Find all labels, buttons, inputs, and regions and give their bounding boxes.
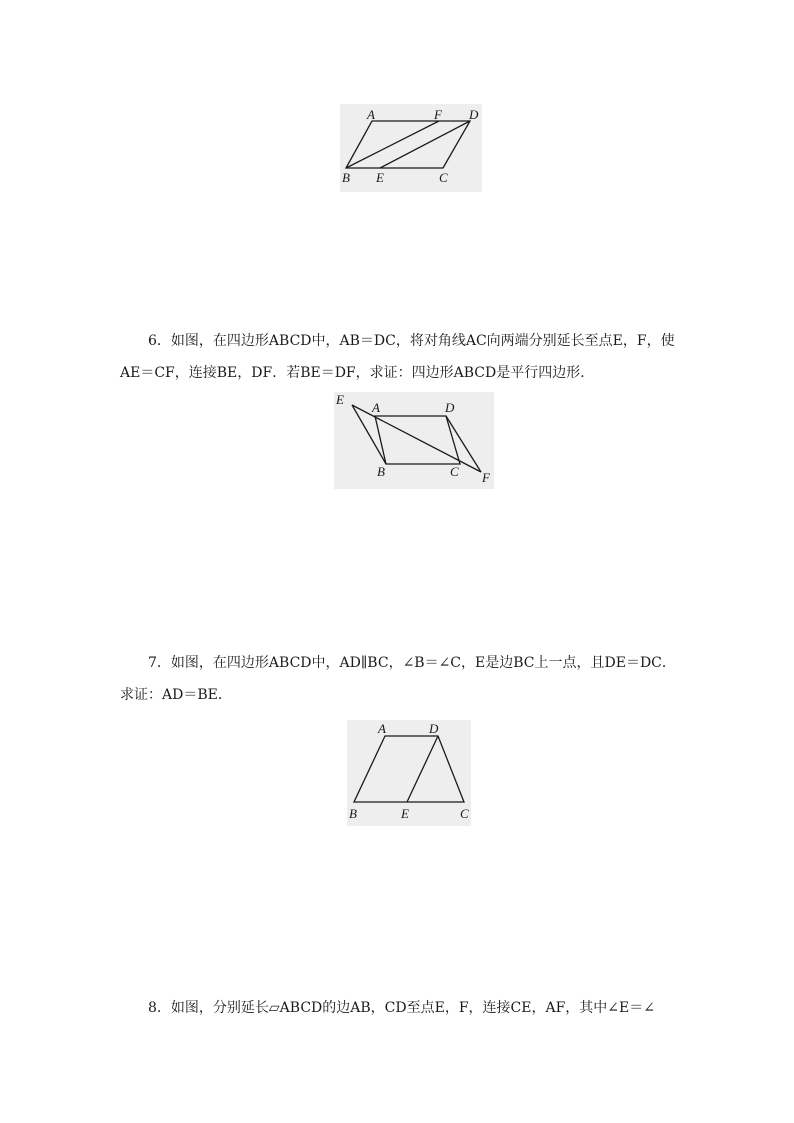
trapezoid-abcd (354, 736, 464, 802)
figure-6 (334, 392, 494, 489)
segment-de (407, 736, 438, 802)
label-f: F (434, 107, 442, 122)
label-b: B (377, 464, 385, 479)
label-d: D (429, 721, 439, 736)
label-c: C (450, 464, 459, 479)
problem-8-text: 8．如图，分别延长▱ABCD的边AB，CD至点E，F，连接CE，AF，其中∠E＝∠ (148, 1000, 655, 1016)
label-d: D (445, 400, 455, 415)
parallelogram-abcd (346, 121, 470, 168)
label-a: A (367, 107, 375, 122)
label-d: D (469, 107, 479, 122)
label-a: A (372, 400, 380, 415)
label-c: C (460, 806, 469, 821)
figure-7-diagram (347, 720, 471, 826)
problem-7-text: 7．如图，在四边形ABCD中，AD∥BC，∠B＝∠C，E是边BC上一点，且DE＝DC．求证：AD＝BE． (120, 655, 676, 703)
label-e: E (336, 392, 344, 407)
figure-5-diagram (340, 104, 482, 192)
problem-6-text: 6．如图，在四边形ABCD中，AB＝DC，将对角线AC向两端分别延长至点E，F，使AE＝CF，连接BE，DF．若BE＝DF，求证：四边形ABCD是平行四边形． (120, 333, 675, 381)
label-f: F (482, 470, 490, 485)
figure-5 (340, 104, 482, 192)
figure-7 (347, 720, 471, 826)
label-e: E (401, 806, 409, 821)
label-e: E (376, 170, 384, 185)
label-a: A (378, 721, 386, 736)
label-c: C (439, 170, 448, 185)
label-b: B (342, 170, 350, 185)
figure-6-diagram (334, 392, 494, 489)
label-b: B (349, 806, 357, 821)
